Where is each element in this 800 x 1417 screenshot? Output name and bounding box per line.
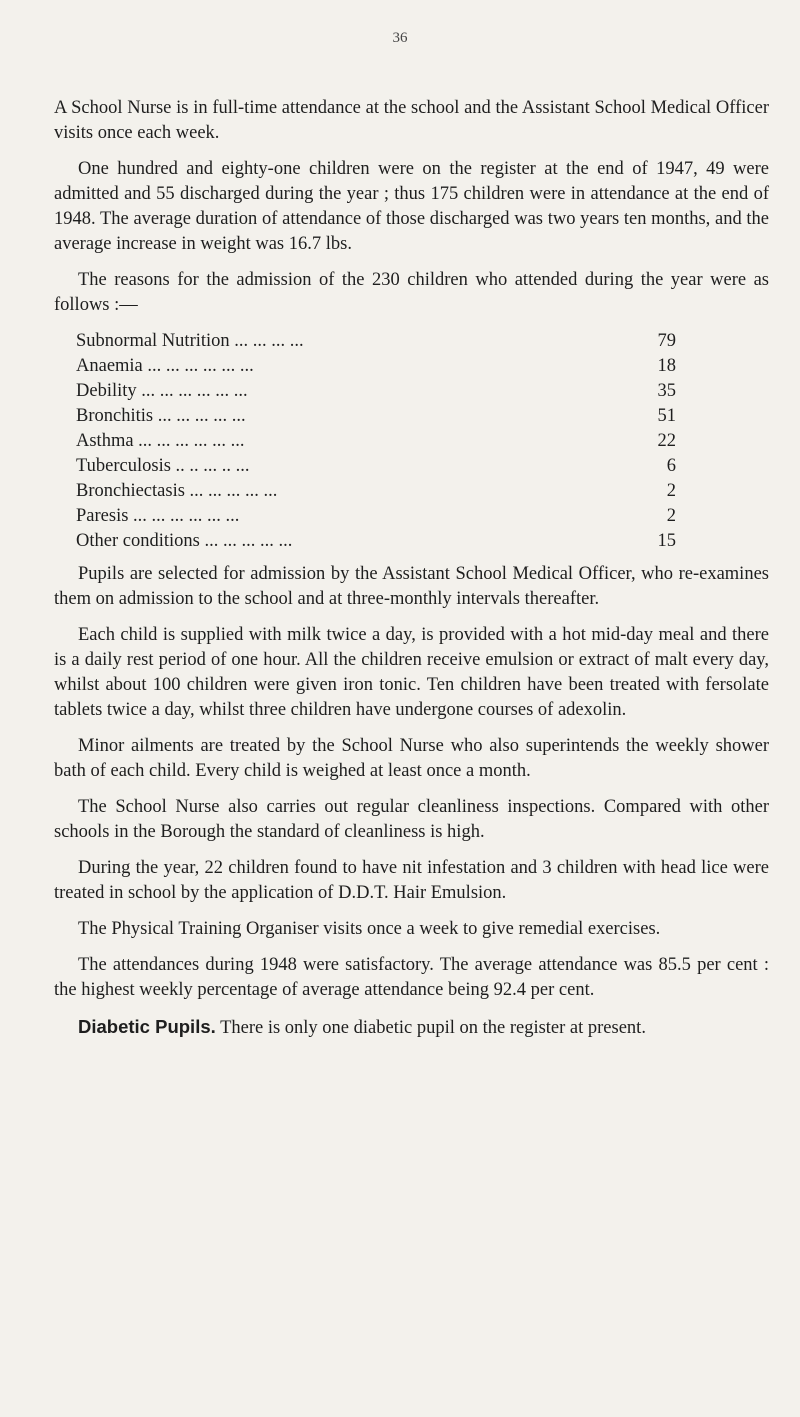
document-body <box>54 96 769 1052</box>
table-row <box>76 329 676 354</box>
paragraph-minor-ailments: Minor ailments are treated by the School Nurse who also superintends the weekly shower bath of each child. Every child is weighed at least once a month. <box>54 736 769 781</box>
reason-count: 18 <box>657 356 676 376</box>
reason-count: 35 <box>657 381 676 401</box>
reason-count: 79 <box>657 331 676 351</box>
reason-label: Subnormal Nutrition ... ... ... ... <box>76 331 304 351</box>
paragraph-school-nurse: A School Nurse is in full-time attendance at the school and the Assistant School Medical Officer visits once each week. <box>54 98 769 143</box>
reason-label: Tuberculosis .. .. ... .. ... <box>76 456 250 476</box>
reason-label: Bronchiectasis ... ... ... ... ... <box>76 481 278 501</box>
reason-label: Anaemia ... ... ... ... ... ... <box>76 356 254 376</box>
paragraph-meals: Each child is supplied with milk twice a day, is provided with a hot mid-day meal and there is a daily rest period of one hour. All the children receive emulsion or extract of malt every day, whilst about 100 children were given iron tonic. Ten children have been treated with fersolate tablets twice a day, whilst three children have undergone courses of adexolin. <box>54 625 769 720</box>
table-row <box>76 504 676 529</box>
table-row <box>76 454 676 479</box>
reason-label: Debility ... ... ... ... ... ... <box>76 381 248 401</box>
reason-count: 51 <box>657 406 676 426</box>
table-row <box>76 529 676 554</box>
reason-count: 6 <box>666 456 676 476</box>
paragraph-infestation: During the year, 22 children found to have nit infestation and 3 children with head lice were treated in school by the application of D.D.T. Hair Emulsion. <box>54 858 769 903</box>
admission-reasons-table <box>76 329 676 554</box>
paragraph-physical-training: The Physical Training Organiser visits once a week to give remedial exercises. <box>78 919 661 939</box>
paragraph-reasons-intro: The reasons for the admission of the 230 children who attended during the year were as follows :— <box>54 270 769 315</box>
page-number: 36 <box>392 30 408 46</box>
table-row <box>76 429 676 454</box>
reason-label: Bronchitis ... ... ... ... ... <box>76 406 246 426</box>
reason-label: Asthma ... ... ... ... ... ... <box>76 431 245 451</box>
reason-count: 2 <box>666 506 676 526</box>
paragraph-diabetic <box>54 1014 769 1041</box>
reason-count: 2 <box>666 481 676 501</box>
table-row <box>76 379 676 404</box>
paragraph-attendances: The attendances during 1948 were satisfactory. The average attendance was 85.5 per cent : the highest weekly percentage of average attendance being 92.4 per cent. <box>54 955 769 1000</box>
reason-count: 22 <box>657 431 676 451</box>
diabetic-text: There is only one diabetic pupil on the register at present. <box>220 1018 646 1038</box>
table-row <box>76 404 676 429</box>
paragraph-cleanliness: The School Nurse also carries out regular cleanliness inspections. Compared with other schools in the Borough the standard of cleanliness is high. <box>54 797 769 842</box>
paragraph-selection: Pupils are selected for admission by the Assistant School Medical Officer, who re-examines them on admission to the school and at three-monthly intervals thereafter. <box>54 564 769 609</box>
table-row <box>76 354 676 379</box>
reason-count: 15 <box>657 531 676 551</box>
table-row <box>76 479 676 504</box>
reason-label: Other conditions ... ... ... ... ... <box>76 531 293 551</box>
paragraph-register: One hundred and eighty-one children were on the register at the end of 1947, 49 were admitted and 55 discharged during the year ; thus 175 children were in attendance at the end of 1948. The average duration of attendance of those discharged was two years ten months, and the average increase in weight was 16.7 lbs. <box>54 159 769 254</box>
reason-label: Paresis ... ... ... ... ... ... <box>76 506 240 526</box>
diabetic-heading: Diabetic Pupils. <box>78 1016 216 1037</box>
